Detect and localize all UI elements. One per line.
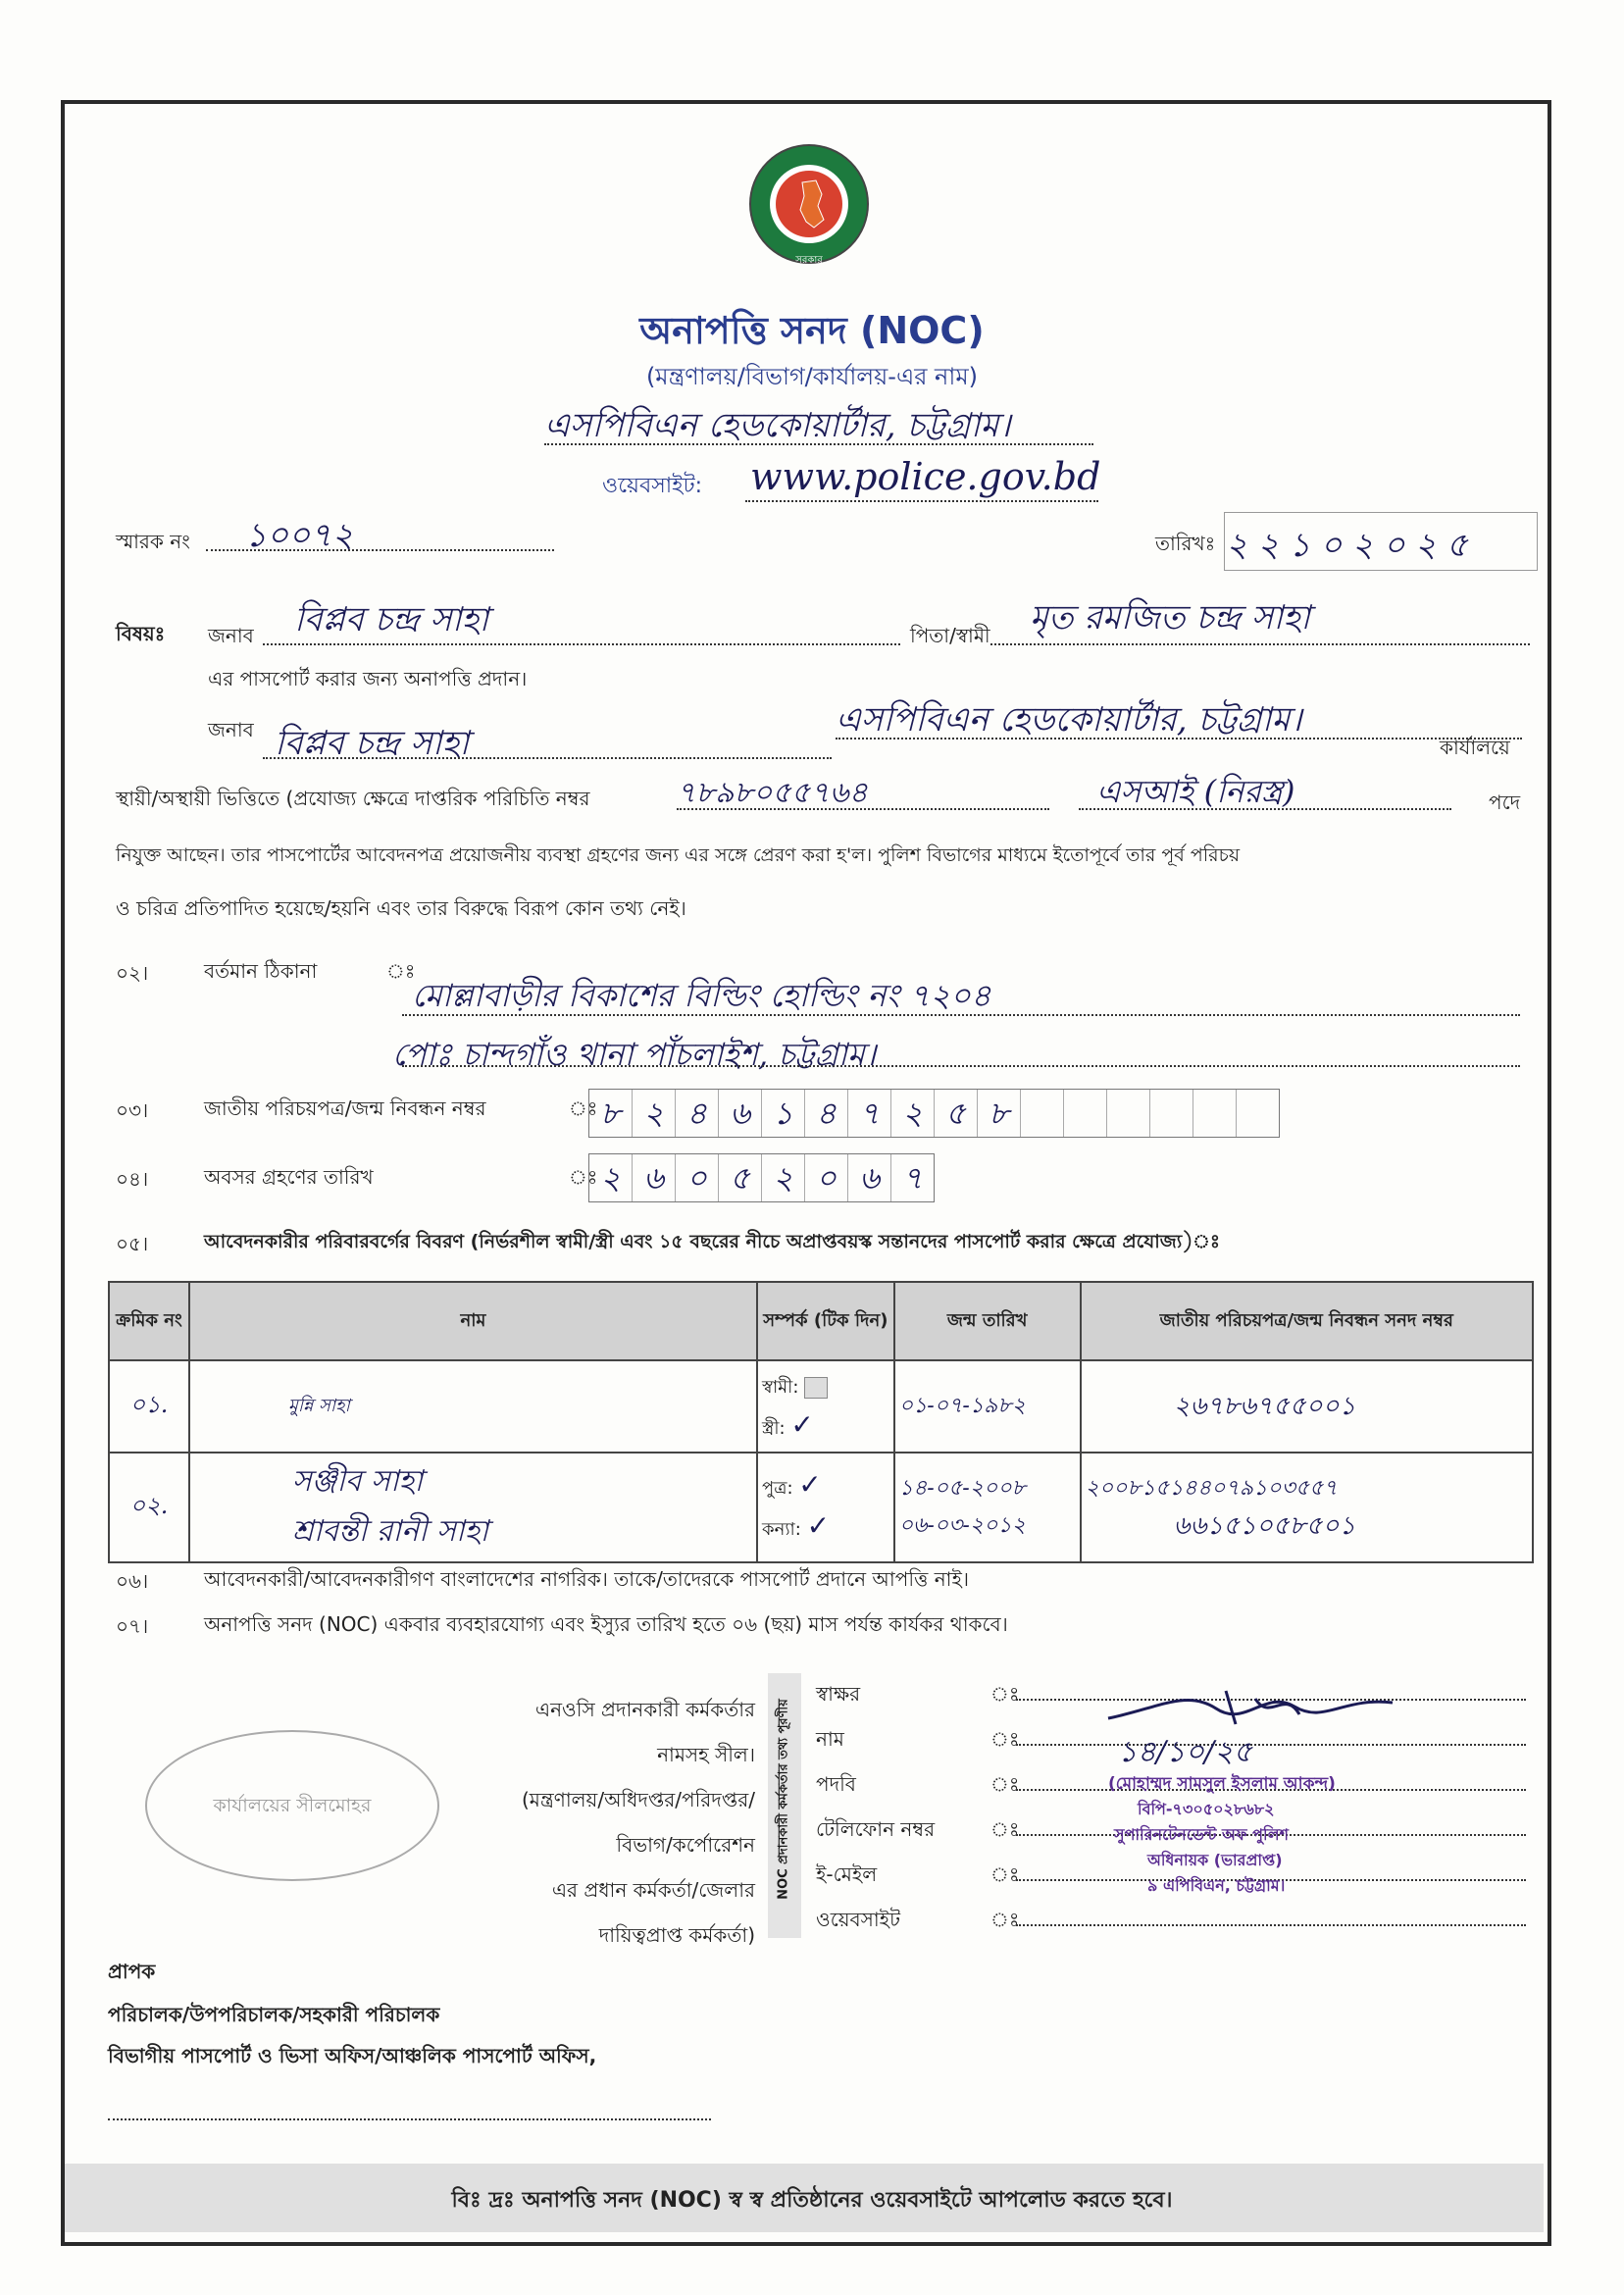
row-dob: ১৪-০৫-২০০৮ [898,1476,1026,1501]
nid-digit [1150,1090,1193,1137]
sign-date: ১৪/১০/২৫ [1118,1735,1253,1769]
website-value: www.police.gov.bd [750,455,1101,498]
address-line2: পোঃ চান্দগাঁও থানা পাঁচলাইশ, চট্টগ্রাম। [392,1036,877,1073]
checkbox [804,1377,828,1399]
item04-num: ০৪। [116,1167,149,1191]
office-seal-text: কার্যালয়ের সীলমোহর [213,1795,372,1816]
item02-label: বর্তমান ঠিকানা [204,959,318,983]
signatory-left-text: এনওসি প্রদানকারী কর্মকর্তার নামসহ সীল। (মন্ত্রণালয়/অধিদপ্তর/পরিদপ্তর/ বিভাগ/কর্পোরেশন এর প্রধান কর্মকর্তা/জেলার দায়িত্বপ্রাপ্ত কর্মকর্তা) [521,1698,755,1947]
body-id: ৭৮৯৮০৫৫৭৬৪ [677,776,868,810]
stamp-unit: ৯ এপিবিএন, চট্টগ্রাম। [1147,1876,1286,1895]
office-name-hand: এসপিবিএন হেডকোয়ার্টার, চট্টগ্রাম। [544,406,1011,445]
body-line-a: স্থায়ী/অস্থায়ী ভিত্তিতে (প্রযোজ্য ক্ষেত্রে দাপ্তরিক পরিচিতি নম্বর [116,787,590,810]
emblem-bottom-text: সরকার [795,255,823,266]
item03-label: জাতীয় পরিচয়পত্র/জন্ম নিবন্ধন নম্বর [204,1096,486,1120]
row-name: সঞ্জীব সাহা [291,1464,424,1499]
subject-label: বিষয়ঃ [116,622,166,645]
row-id-cell [1081,1360,1533,1453]
field-website-label: ওয়েবসাইট [816,1908,900,1931]
address-dotline1 [402,1014,1520,1016]
subject-janab: জনাব [208,624,254,647]
office-name-dotline [544,443,1093,445]
clause06-num: ০৬। [116,1569,149,1593]
field-phone-label: টেলিফোন নম্বর [816,1817,936,1841]
col-relation: সম্পর্ক (টিক দিন) [757,1282,894,1360]
row-id-cell [1081,1453,1533,1562]
item02-num: ০২। [116,961,149,985]
relation-option: স্বামী: [762,1365,889,1406]
subject-line2: এর পাসপোর্ট করার জন্য অনাপত্তি প্রদান। [208,667,528,690]
vertical-label: NOC প্রদানকারী কর্মকর্তার তথ্য পূরণীয় [776,1699,791,1900]
vertical-label-bar [768,1673,801,1938]
website-dotline [745,500,1098,502]
ref-value: ১০০৭২ [245,516,354,555]
item04-label: অবসর গ্রহণের তারিখ [204,1165,374,1189]
row-dob: ০৬-০৩-২০১২ [898,1513,1026,1538]
retire-digit-boxes [588,1153,935,1202]
row-serial: ০২. [109,1453,189,1562]
nid-digit [1107,1090,1150,1137]
body-line-b: নিযুক্ত আছেন। তার পাসপোর্টের আবেদনপত্র প্রয়োজনীয় ব্যবস্থা গ্রহণের জন্য এর সঙ্গে প্রেরণ করা হ'ল। পুলিশ বিভাগের মাধ্যমে ইতোপূর্বে তার পূর্ব পরিচয় [116,844,1241,866]
item05-label: আবেদনকারীর পরিবারবর্গের বিবরণ (নির্ভরশীল স্বামী/স্ত্রী এবং ১৫ বছরের নীচে অপ্রাপ্তবয়স্ক সন্তানদের পাসপোর্ট করার ক্ষেত্রে প্রযোজ্য)ঃ [204,1231,1221,1252]
nid-digit: ২ [633,1090,676,1137]
body-post-suffix: পদে [1489,790,1521,814]
item05-num: ০৫। [116,1232,149,1255]
recipient-line2: বিভাগীয় পাসপোর্ট ও ভিসা অফিস/আঞ্চলিক পাসপোর্ট অফিস, [108,2044,597,2067]
body-name: বিপ্লব চন্দ্র সাহা [275,724,470,763]
retire-digit: ৫ [719,1154,762,1201]
nid-digit: ৮ [978,1090,1021,1137]
tick-mark: ✓ [790,1408,814,1441]
address-line1: মোল্লাবাড়ীর বিকাশের বিল্ডিং হোল্ডিং নং ৭২০৪ [412,977,991,1014]
nid-digit: ২ [891,1090,935,1137]
row-relation [757,1453,894,1562]
address-dotline2 [402,1065,1520,1067]
website-dotline2 [1016,1924,1526,1926]
ref-label: স্মারক নং [116,530,190,553]
body-office-dotline [836,738,1522,740]
nid-digit [1193,1090,1237,1137]
table-row [109,1453,1533,1562]
row-serial: ০১. [109,1360,189,1453]
ministry-subtitle: (মন্ত্রণালয়/বিভাগ/কার্যালয়-এর নাম) [645,363,979,390]
row-id: ৬৬১৫১০৫৮৫০১ [1173,1511,1356,1541]
body-post: এসআই (নিরস্ত্র) [1096,773,1295,810]
nid-digit [1237,1090,1279,1137]
item04-colon: ঃ [569,1165,598,1189]
signatory-colons: ঃ ঃ ঃ ঃ ঃ ঃ [990,1682,1020,1931]
row-dob: ০১-০৭-১৯৮২ [898,1394,1026,1418]
relation-option: স্ত্রী: ✓ [762,1408,814,1441]
nid-digit: ৬ [719,1090,762,1137]
recipient-label: প্রাপক [108,1960,156,1983]
retire-digit: ২ [762,1154,805,1201]
stamp-name: (মোহাম্মদ সামসুল ইসলাম আকন্দ) [1108,1774,1336,1794]
col-serial: ক্রমিক নং [109,1282,189,1360]
retire-digit: ৬ [633,1154,676,1201]
body-office-suffix: কার্যালয়ে [1440,736,1510,759]
recipient-dotline [108,2118,711,2120]
stamp-role: অধিনায়ক (ভারপ্রাপ্ত) [1147,1851,1283,1869]
signatory-field-labels [816,1671,935,1942]
clause07-text: অনাপত্তি সনদ (NOC) একবার ব্যবহারযোগ্য এবং ইস্যুর তারিখ হতে ০৬ (ছয়) মাস পর্যন্ত কার্যকর থাকবে। [204,1612,1008,1636]
nid-digit: ৪ [805,1090,848,1137]
item03-colon: ঃ [569,1096,598,1120]
nid-digit [1021,1090,1064,1137]
stamp-bp: বিপি-৭৩০৫০২৮৬৮২ [1138,1800,1275,1818]
retire-digit: ২ [589,1154,633,1201]
row-relation [757,1360,894,1453]
clause07-num: ০৭। [116,1614,149,1638]
stamp-rank: সুপারিনটেনডেন্ট অফ পুলিশ [1114,1825,1290,1844]
row-dob-cell [894,1360,1081,1453]
body-line-c: ও চরিত্র প্রতিপাদিত হয়েছে/হয়নি এবং তার বিরুদ্ধে বিরূপ কোন তথ্য নেই। [116,896,686,920]
family-table-header [109,1282,1533,1360]
family-table [108,1281,1534,1563]
retire-digit: ৬ [848,1154,891,1201]
row-names-cell [189,1453,757,1562]
field-signature-label: স্বাক্ষর [816,1682,861,1706]
body-id-dotline [677,808,1049,810]
row-dob-cell [894,1453,1081,1562]
row-name: মুন্নি সাহা [189,1360,757,1453]
item03-num: ০৩। [116,1098,149,1122]
body-janab: জনাব [208,718,254,741]
page-title: অনাপত্তি সনদ (NOC) [639,309,985,352]
relation-option: পুত্র: ✓ [762,1468,822,1501]
nid-digit: ৫ [935,1090,978,1137]
retire-digit: ৭ [902,1159,923,1197]
col-name: নাম [189,1282,757,1360]
field-name-label: নাম [816,1727,844,1751]
table-row [109,1360,1533,1453]
field-designation-label: পদবি [816,1772,856,1796]
father-label: পিতা/স্বামী [910,624,990,647]
nid-digit: ৭ [848,1090,891,1137]
col-id: জাতীয় পরিচয়পত্র/জন্ম নিবন্ধন সনদ নম্বর [1081,1282,1533,1360]
row-id: ২৬৭৮৬৭৫৫০০১ [1173,1392,1356,1421]
nid-digit: ৮ [589,1090,633,1137]
body-name-dotline [263,757,832,759]
office-seal [145,1730,439,1881]
website-label: ওয়েবসাইট: [602,474,702,498]
nid-digit: ৪ [676,1090,719,1137]
item02-colon: ঃ [386,959,416,983]
retire-digit: ০ [805,1154,848,1201]
nid-digit-boxes [588,1089,1280,1138]
row-id: ২০০৮১৫১৪৪০৭৯১০৩৫৫৭ [1085,1476,1338,1501]
date-value: ২২১০২০২৫ [1226,526,1478,565]
father-name: মৃত রমজিত চন্দ্র সাহা [1030,598,1310,638]
subject-name: বিপ্লব চন্দ্র সাহা [294,600,489,639]
field-email-label: ই-মেইল [816,1862,878,1886]
nid-digit: ১ [762,1090,805,1137]
body-office: এসপিবিএন হেডকোয়ার্টার, চট্টগ্রাম। [836,700,1302,740]
tick-mark: ✓ [798,1468,822,1501]
col-dob: জন্ম তারিখ [894,1282,1081,1360]
footer-note: বিঃ দ্রঃ অনাপত্তি সনদ (NOC) স্ব স্ব প্রতিষ্ঠানের ওয়েবসাইটে আপলোড করতে হবে। [451,2188,1173,2213]
recipient-line1: পরিচালক/উপপরিচালক/সহকারী পরিচালক [108,2003,440,2026]
nid-digit [1064,1090,1107,1137]
date-box [1224,512,1538,571]
row-name: শ্রাবন্তী রানী সাহা [291,1514,489,1549]
date-label: তারিখঃ [1155,532,1216,555]
govt-emblem-icon [745,126,873,282]
clause06-text: আবেদনকারী/আবেদনকারীগণ বাংলাদেশের নাগরিক। তাকে/তাদেরকে পাসপোর্ট প্রদানে আপত্তি নাই। [204,1567,970,1591]
retire-digit: ০ [676,1154,719,1201]
tick-mark: ✓ [806,1509,831,1542]
name-dotline [1016,1744,1526,1746]
relation-option: কন্যা: ✓ [762,1509,831,1542]
body-post-dotline [1079,808,1451,810]
